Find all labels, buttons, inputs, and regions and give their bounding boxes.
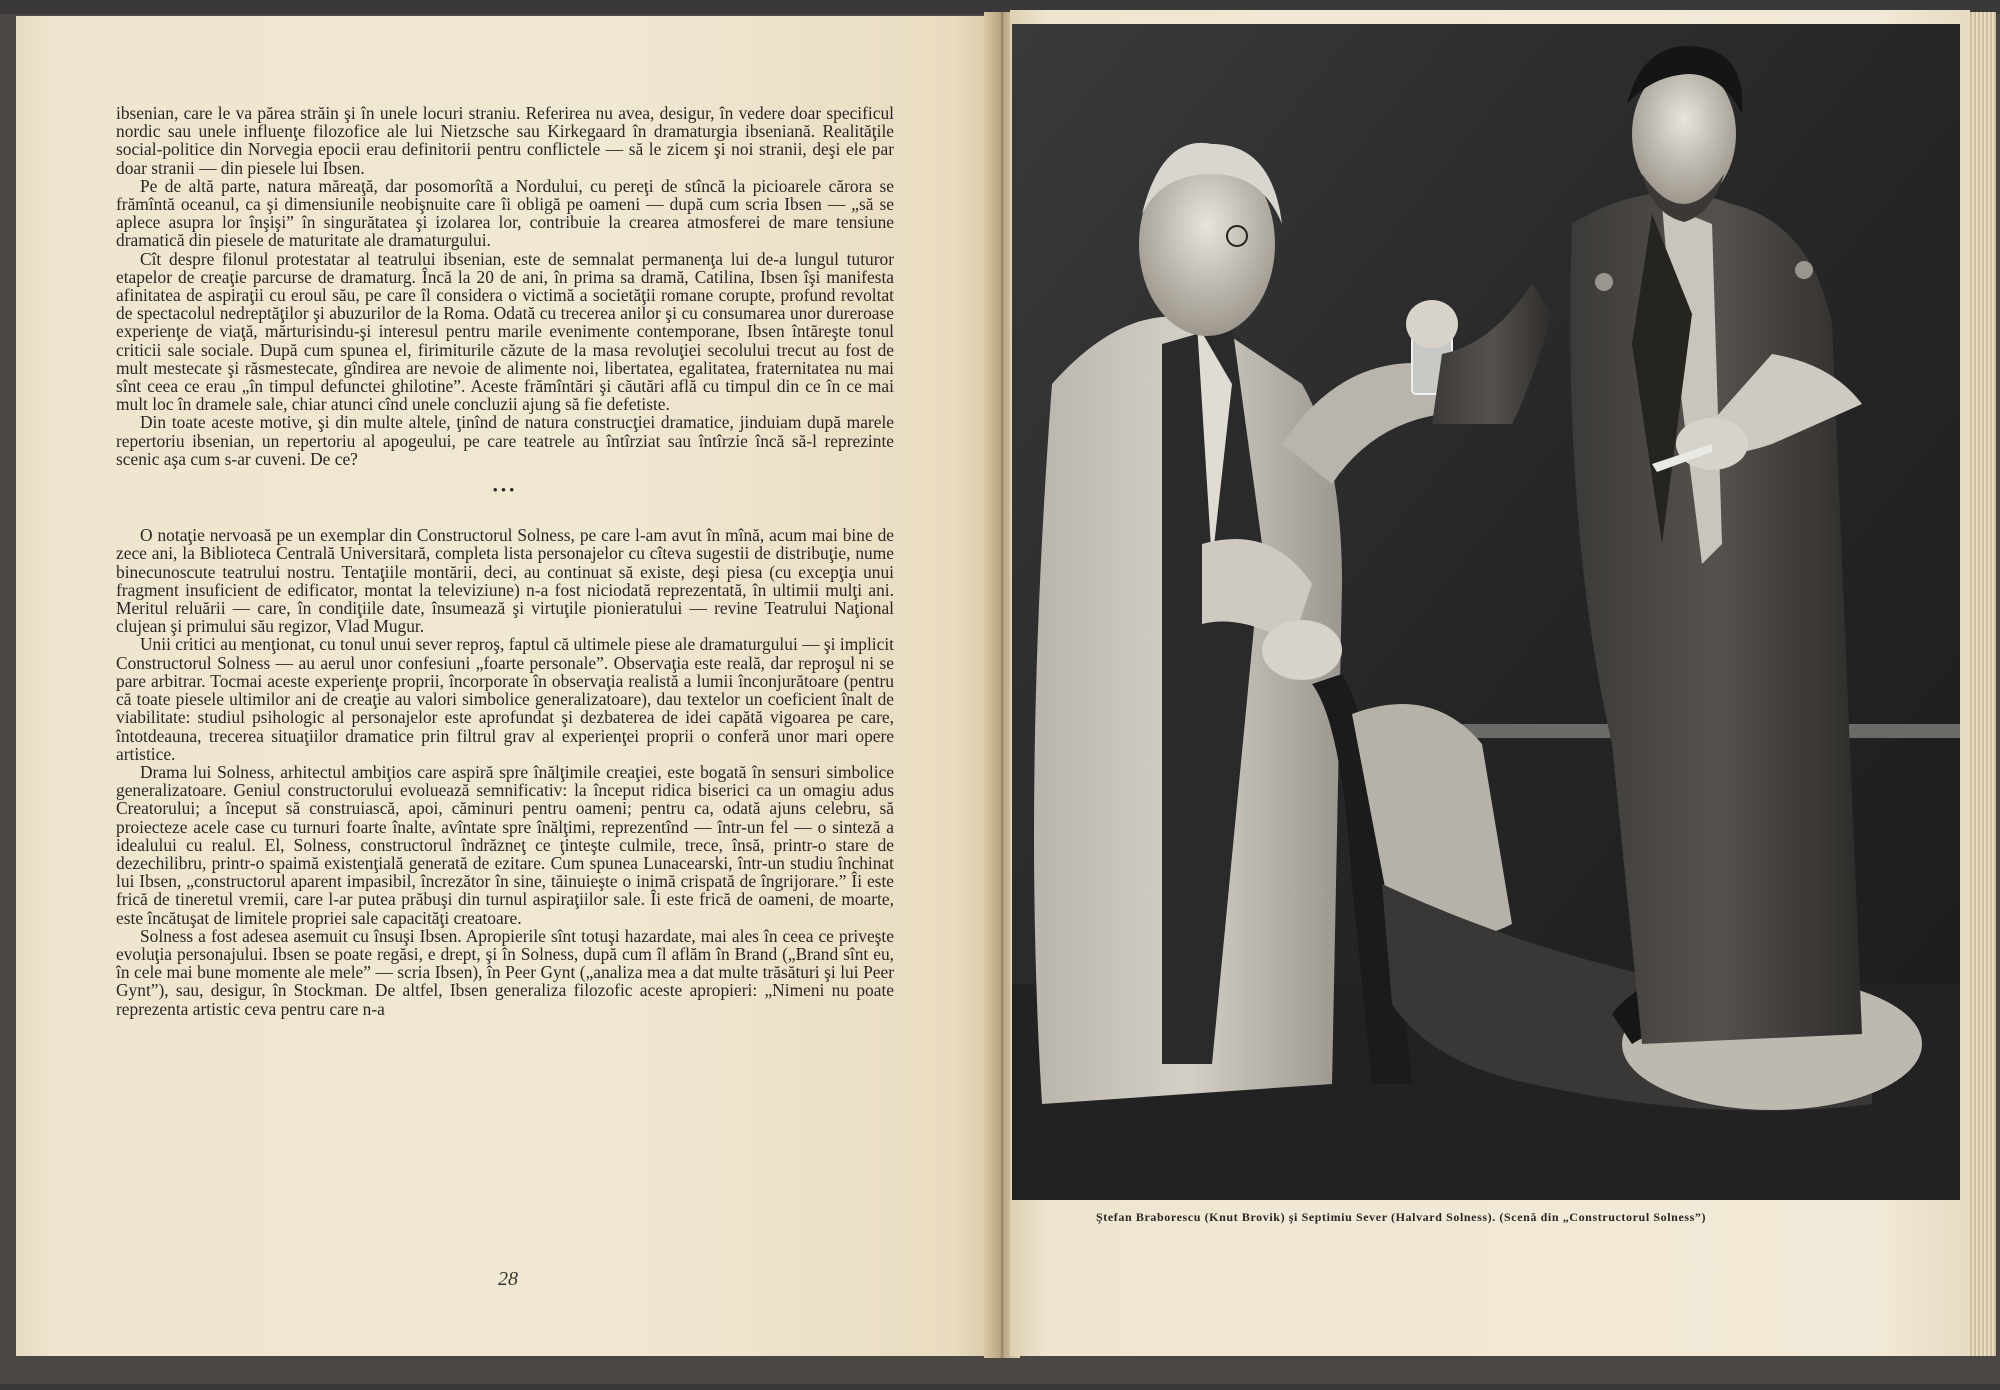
paragraph: Drama lui Solness, arhitectul ambiţios care aspiră spre înălţimile creaţiei, este bogată în sensuri simbolice generalizatoare. Geniul constructorului evoluează semnificativ: la început ridica biserici ca un omagiu adus Creatorului; a început să construiască, apoi, căminuri pentru oameni; pentru ca, odată ajuns celebru, să proiecteze acele case cu turnuri foarte înalte, avîntate spre înălţimi, reprezentînd — într-un fel — o sinteză a idealului cu realul. El, Solness, constructorul îndrăzneţ ce ţinteşte culmile, trece, însă, printr-o stare de dezechilibru, printr-o spaimă existenţială generată de ezitare. Cum spunea Lunacearski, într-un studiu închinat lui Ibsen, „constructorul aparent impasibil, încrezător în sine, tăinuieşte o inimă crispată de îngrijorare.” Îi este frică de tineretul vremii, care l-ar putea prăbuşi din turnul aspiraţiilor sale. Îi este frică de oameni, de moarte, este încătuşat de limitele propriei sale capacităţi creatoare. (116, 761, 894, 928)
stage-photograph (1012, 24, 1960, 1200)
paragraph: Cît despre filonul protestatar al teatrului ibsenian, este de semnalat permanenţa lui de-a lungul tuturor etapelor de creaţie parcurse de dramaturg. Încă la 20 de ani, în prima sa dramă, Catilina, Ibsen îşi manifesta afinitatea de aspiraţii cu eroul său, pe care îl considera o victimă a societăţii romane corupte, profund revoltat de spectacolul nedreptăţilor şi abuzurilor de la Roma. Odată cu trecerea anilor şi cu consumarea unor dureroase experienţe de viaţă, mărturisindu-şi interesul pentru marile evenimente contemporane, Ibsen întăreşte tonul criticii sale sociale. După cum spunea el, firimiturile căzute de la masa revoluţiei secolului trecut au fost de mult mestecate şi răsmestecate, gîndirea are nevoie de alimente noi, libertatea, egalitatea, fraternitatea nu mai sînt ceea ce erau „în timpul defunctei ghilotine”. Aceste frămîntări şi căutări află cu timpul din ce în ce mai mult loc în dramele sale, chiar atunci cînd unele concluzii ajung să fie defetiste. (116, 248, 894, 415)
page-edges (1968, 12, 1996, 1356)
section-separator: ••• (492, 483, 518, 500)
photograph-illustration (1012, 24, 1960, 1200)
paragraph: Pe de altă parte, natura măreaţă, dar posomorîtă a Nordului, cu pereţi de stîncă la picioarele cărora se frămîntă oceanul, ca şi dimensiunile neobişnuite care îi obligă pe oameni — după cum scria Ibsen — „să se aplece asupra lor înşişi” în singurătatea şi izolarea lor, contribuie la crearea atmosferei de mare tensiune dramatică din piesele de maturitate ale dramaturgului. (116, 175, 894, 251)
paragraph: Solness a fost adesea asemuit cu însuşi Ibsen. Apropierile sînt totuşi hazardate, mai ales în ceea ce priveşte evoluţia personajului. Ibsen se poate regăsi, e drept, şi în Solness, după cum îl aflăm în Brand („Brand sînt eu, în cele mai bune momente ale mele” — scria Ibsen), în Peer Gynt („analiza mea a dat multe trăsături şi lui Peer Gynt”), sau, desigur, în Stockman. De altfel, Ibsen generaliza filozofic aceste apropieri: „Nimeni nu poate reprezenta artistic ceva pentru care n-a (116, 925, 894, 1019)
paragraph: ibsenian, care le va părea străin şi în unele locuri straniu. Referirea nu avea, desigur, în vedere doar specificul nordic sau unele influenţe filozofice ale lui Nietzsche sau Kirkegaard în dramaturgia ibseniană. Realităţile social-politice din Norvegia epocii erau definitorii pentru conflictele — să le zicem şi noi stranii, deşi ele par doar stranii — din piesele lui Ibsen. (116, 103, 894, 178)
photo-caption: Ştefan Braborescu (Knut Brovik) şi Septimiu Sever (Halvard Solness). (Scenă din „Constructorul Solness”) (1096, 1210, 1707, 1224)
paragraph: Unii critici au menţionat, cu tonul unui sever reproş, faptul că ultimele piese ale dramaturgului — şi implicit Constructorul Solness — au aerul unor confesiuni „foarte personale”. Observaţia este reală, dar reproşul ni se pare arbitrar. Tocmai aceste experienţe proprii, încorporate în observaţia realistă a lumii înconjurătoare (pentru că toate piesele ultimilor ani de creaţie au valori simbolice generalizatoare), dau textelor un coeficient înalt de viabilitate: studiul psihologic al personajelor este aprofundat şi dezbaterea de idei capătă vigoarea pe care, întotdeauna, trecerea situaţiilor dramatice prin filtrul grav al experienţei proprii o conferă unor mari opere artistice. (116, 634, 894, 764)
paragraph: O notaţie nervoasă pe un exemplar din Constructorul Solness, pe care l-am avut în mînă, acum mai bine de zece ani, la Biblioteca Centrală Universitară, completa lista personajelor cu cîteva sugestii de distribuţie, nume binecunoscute teatrului nostru. Tentaţiile montării, deci, au continuat să existe, deşi piesa (cu excepţia unui fragment insuficient de edificator, montat la televiziune) n-a fost niciodată reprezentată, în ultimii mulţi ani. Meritul reluării — care, în condiţiile date, însumează şi virtuţile pionieratului — revine Teatrului Naţional clujean şi primului său regizor, Vlad Mugur. (116, 525, 894, 637)
paragraph: Din toate aceste motive, şi din multe altele, ţinînd de natura construcţiei dramatice, jinduiam după marele repertoriu ibsenian, un repertoriu al apogeului, pe care teatrele au întîrziat sau întîrzie încă să-l reprezinte scenic aşa cum s-ar cuveni. De ce? (116, 412, 894, 469)
left-page-text (116, 104, 894, 1018)
page-number: 28 (498, 1268, 518, 1290)
